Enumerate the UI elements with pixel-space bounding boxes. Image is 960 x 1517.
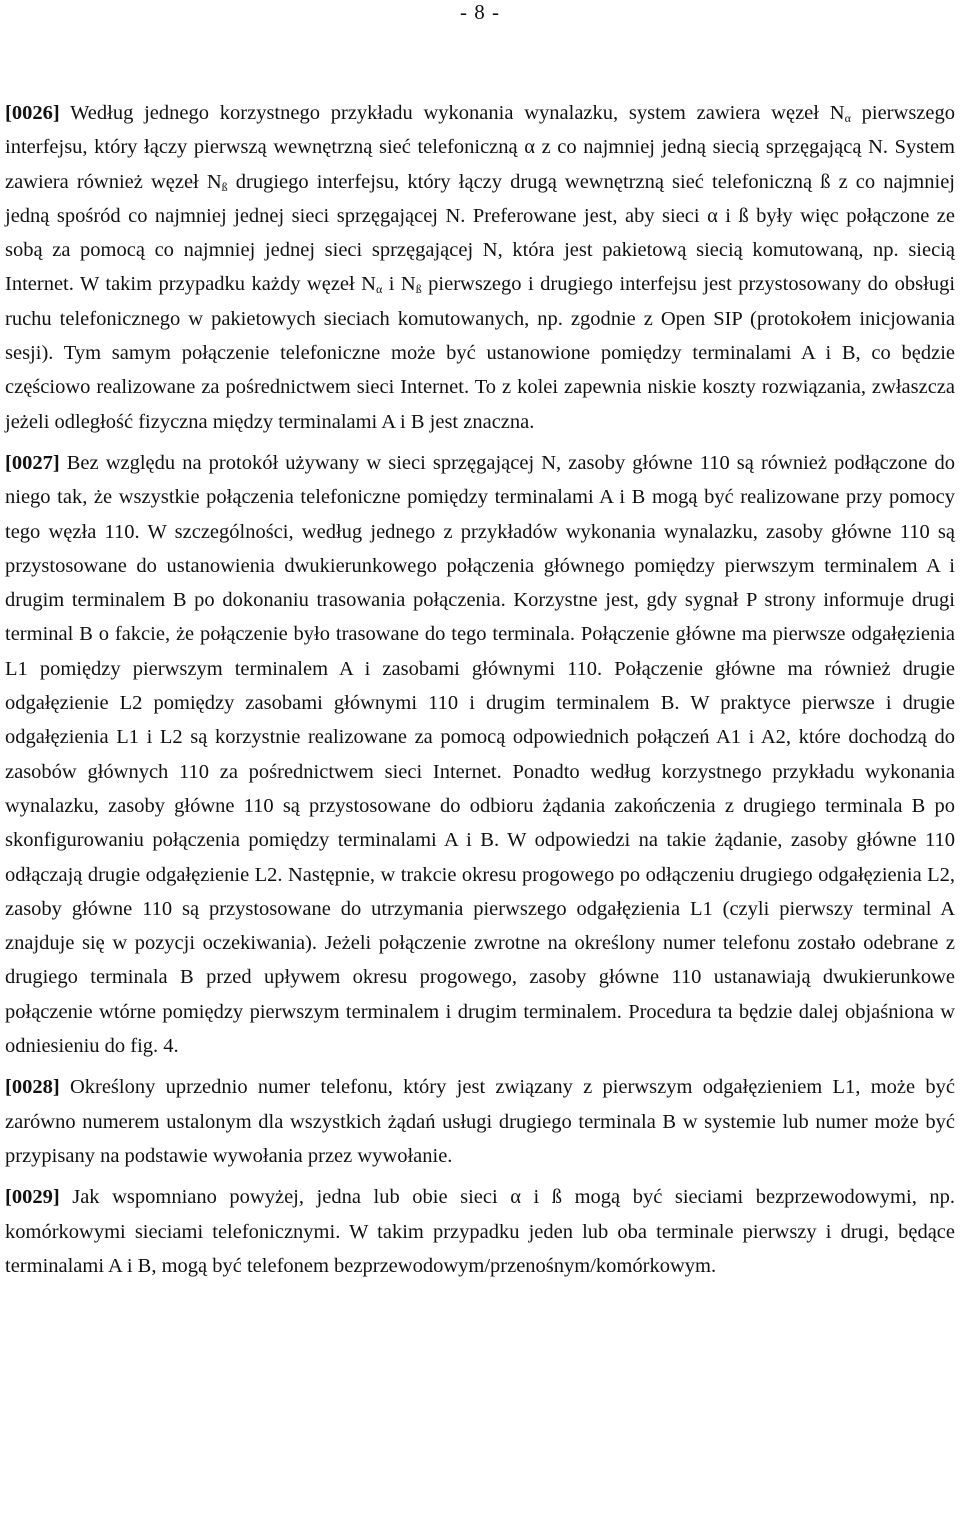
page-number: - 8 - <box>460 0 500 24</box>
subscript-alpha: α <box>844 111 851 125</box>
paragraph-text: pierwszego interfejsu, który łączy pierwszą wewnętrzną sieć telefoniczną α z co najmniej jedną siecią sprzęgającą N. System zawiera również węzeł N <box>5 102 955 193</box>
paragraph-text: Według jednego korzystnego przykładu wykonania wynalazku, system zawiera węzeł N <box>59 102 845 124</box>
paragraph-number: [0027] <box>5 451 60 474</box>
paragraph-number: [0026] <box>5 102 60 124</box>
paragraph-text: i N <box>382 273 416 296</box>
paragraph-text: drugiego interfejsu, który łączy drugą wewnętrzną sieć telefoniczną ß z co najmniej jedną spośród co najmniej jednej sieci sprzęgającej N. Preferowane jest, aby sieci α i ß były więc połączone ze sobą za pomocą co najmniej jednej sieci sprzęgającej N, która jest pakietową siecią komutowaną, np. siecią Internet. W takim przypadku każdy węzeł N <box>5 170 955 296</box>
subscript-beta: ß <box>221 179 228 194</box>
paragraph-0027 <box>5 446 955 1063</box>
paragraph-0026 <box>5 96 955 439</box>
subscript-alpha: α <box>375 282 383 297</box>
paragraph-0029 <box>5 1180 955 1283</box>
paragraph-text: Bez względu na protokół używany w sieci sprzęgającej N, zasoby główne 110 są również podłączone do niego tak, że wszystkie połączenia telefoniczne pomiędzy terminalami A i B mogą być realizowane przy pomocy tego węzła 110. W szczególności, według jednego z przykładów wykonania wynalazku, zasoby główne 110 są przystosowane do ustanowienia dwukierunkowego połączenia głównego pomiędzy pierwszym terminalem A i drugim terminalem B po dokonaniu trasowania połączenia. Korzystne jest, gdy sygnał P strony informuje drugi terminal B o fakcie, że połączenie było trasowane do tego terminala. Połączenie główne ma pierwsze odgałęzienia L1 pomiędzy pierwszym terminalem A i zasobami głównymi 110. Połączenie główne ma również drugie odgałęzienie L2 pomiędzy zasobami głównymi 110 i drugim terminalem B. W praktyce pierwsze i drugie odgałęzienia L1 i L2 są korzystnie realizowane za pomocą odpowiednich połączeń A1 i A2, które dochodzą do zasobów głównych 110 za pośrednictwem sieci Internet. Ponadto według korzystnego przykładu wykonania wynalazku, zasoby główne 110 są przystosowane do odbioru żądania zakończenia z drugiego terminala B po skonfigurowaniu połączenia pomiędzy terminalami A i B. W odpowiedzi na takie żądanie, zasoby główne 110 odłączają drugie odgałęzienie L2. Następnie, w trakcie okresu progowego po odłączeniu drugiego odgałęzienia L2, zasoby główne 110 są przystosowane do utrzymania pierwszego odgałęzienia L1 (czyli pierwszy terminal A znajduje się w pozycji oczekiwania). Jeżeli połączenie zwrotne na określony numer telefonu zostało odebrane z drugiego terminala B przed upływem okresu progowego, zasoby główne 110 ustanawiają dwukierunkowe połączenie wtórne pomiędzy pierwszym terminalem i drugim terminalem. Procedura ta będzie dalej objaśniona w odniesieniu do fig. 4. <box>5 451 955 1058</box>
paragraph-text: Określony uprzednio numer telefonu, który jest związany z pierwszym odgałęzieniem L1, może być zarówno numerem ustalonym dla wszystkich żądań usługi drugiego terminala B w systemie lub numer może być przypisany na podstawie wywołania przez wywołanie. <box>5 1076 955 1167</box>
paragraph-number: [0029] <box>5 1186 60 1209</box>
subscript-beta: ß <box>415 282 422 297</box>
paragraph-text: Jak wspomniano powyżej, jedna lub obie sieci α i ß mogą być sieciami bezprzewodowymi, np. komórkowymi sieciami telefonicznymi. W takim przypadku jeden lub oba terminale pierwszy i drugi, będące terminalami A i B, mogą być telefonem bezprzewodowym/przenośnym/komórkowym. <box>5 1186 955 1277</box>
paragraph-number: [0028] <box>5 1076 60 1099</box>
paragraph-0028 <box>5 1070 955 1173</box>
paragraph-text: pierwszego i drugiego interfejsu jest przystosowany do obsługi ruchu telefonicznego w pakietowych sieciach komutowanych, np. zgodnie z Open SIP (protokołem inicjowania sesji). Tym samym połączenie telefoniczne może być ustanowione pomiędzy terminalami A i B, co będzie częściowo realizowane za pośrednictwem sieci Internet. To z kolei zapewnia niskie koszty rozwiązania, zwłaszcza jeżeli odległość fizyczna między terminalami A i B jest znaczna. <box>5 273 956 433</box>
document-body <box>5 96 955 1290</box>
